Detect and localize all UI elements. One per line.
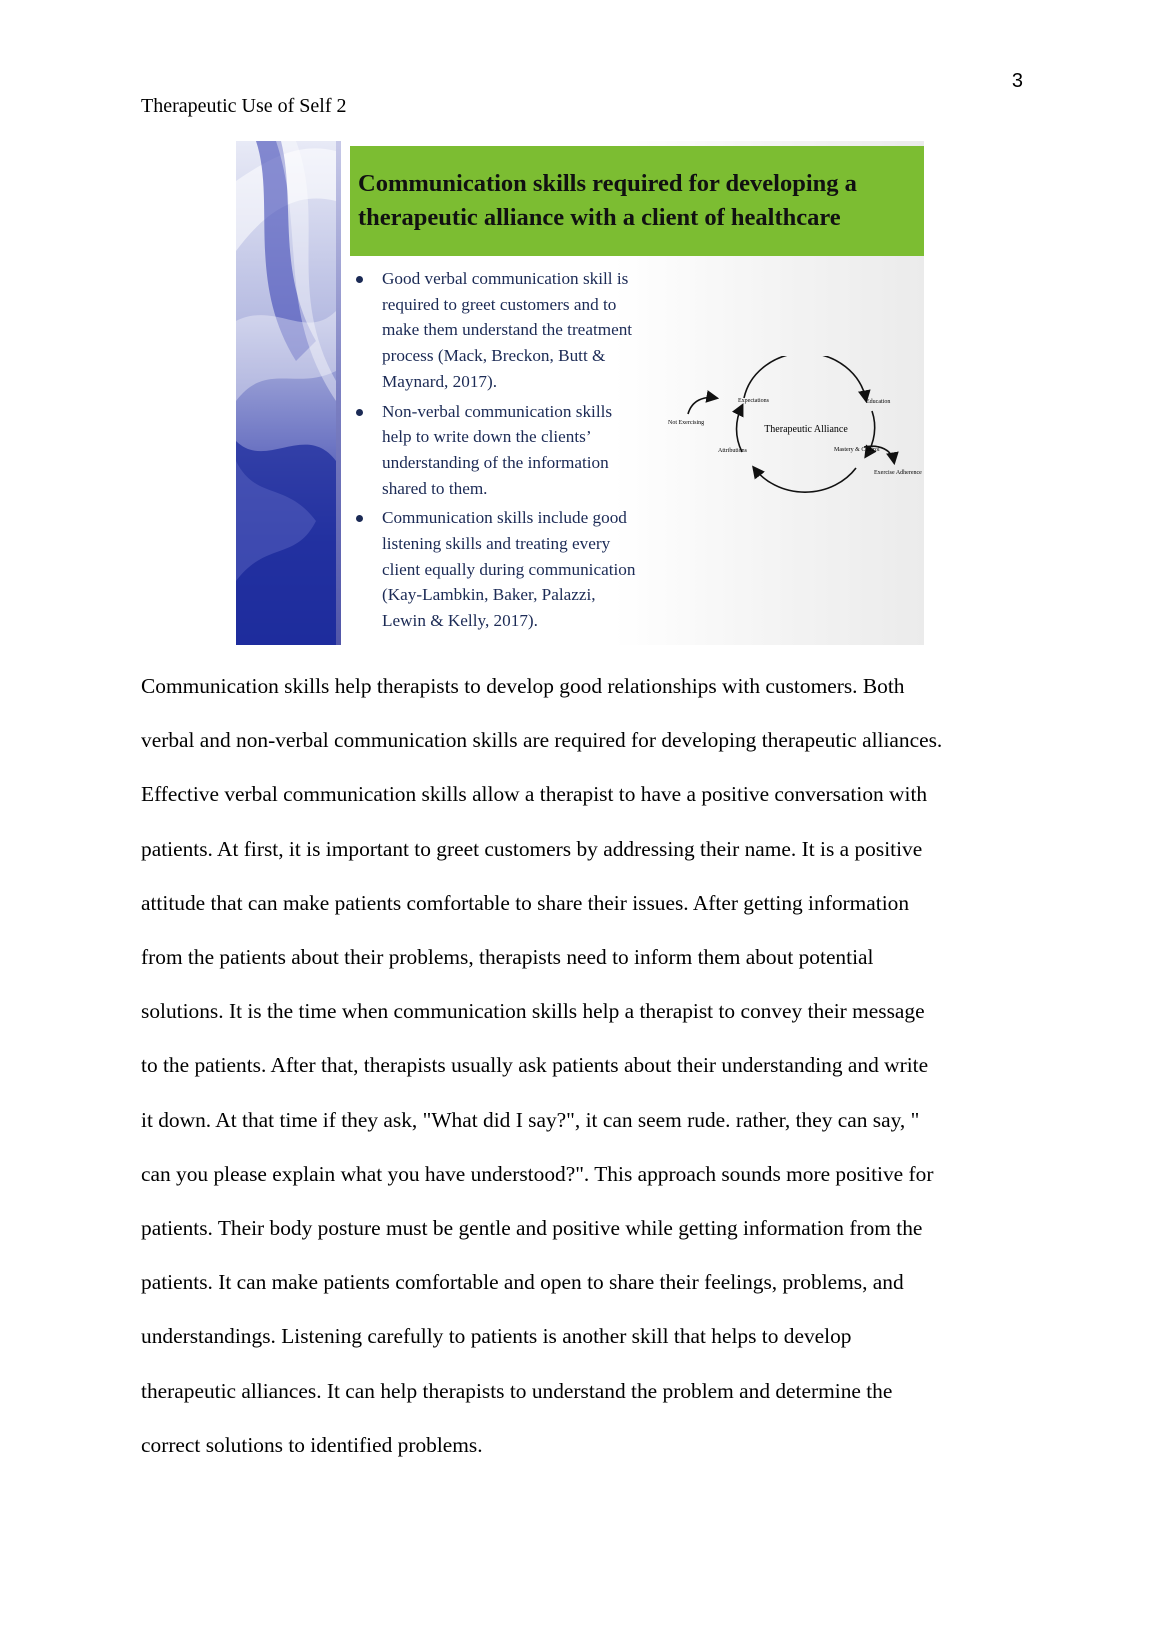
diagram-label-exercise-adherence: Exercise Adherence bbox=[874, 470, 922, 476]
diagram-center-label: Therapeutic Alliance bbox=[764, 424, 848, 435]
diagram-label-mastery-control: Mastery & Control bbox=[834, 447, 880, 453]
running-head: Therapeutic Use of Self 2 bbox=[141, 95, 347, 117]
slide-title bbox=[350, 146, 924, 256]
slide-title-line: therapeutic alliance with a client of healthcare bbox=[358, 204, 841, 231]
body-line: patients. At first, it is important to greet customers by addressing their name. It is a positive bbox=[141, 836, 923, 861]
page-number: 3 bbox=[1011, 70, 1023, 92]
body-line: Communication skills help therapists to develop good relationships with customers. Both bbox=[141, 674, 905, 698]
slide-title-line: Communication skills required for developing a bbox=[358, 170, 857, 197]
body-line: understandings. Listening carefully to patients is another skill that helps to develop bbox=[141, 1324, 852, 1349]
bullet-dot-icon bbox=[356, 276, 363, 283]
bullet-line: process (Mack, Breckon, Butt & bbox=[382, 346, 606, 366]
body-paragraph bbox=[141, 659, 1026, 1472]
slide-bullet-list bbox=[354, 266, 674, 638]
slide-bullet-item bbox=[354, 266, 674, 395]
bullet-line: Communication skills include good bbox=[382, 508, 627, 528]
slide-bullet-item bbox=[354, 399, 674, 502]
body-line: patients. Their body posture must be gentle and positive while getting information from the bbox=[141, 1216, 923, 1241]
bullet-line: Maynard, 2017). bbox=[382, 371, 498, 391]
slide-image bbox=[236, 141, 924, 645]
slide-decorative-art bbox=[236, 141, 336, 645]
diagram-label-attributions: Attributions bbox=[718, 448, 748, 454]
diagram-label-not-exercising: Not Exercising bbox=[668, 420, 705, 426]
diagram-label-expectations: Expectations bbox=[738, 398, 769, 404]
bullet-dot-icon bbox=[356, 409, 363, 416]
cycle-arrow-left bbox=[737, 406, 742, 452]
side-arrow-left bbox=[688, 398, 716, 414]
body-line: attitude that can make patients comfortable to share their issues. After getting information bbox=[141, 890, 910, 915]
body-line: it down. At that time if they ask, "What did I say?", it can seem rude. rather, they can say, " bbox=[141, 1107, 920, 1132]
bullet-line: client equally during communication bbox=[382, 559, 636, 579]
cycle-arrow-top bbox=[744, 356, 866, 400]
bullet-line: understanding of the information bbox=[382, 452, 609, 472]
therapeutic-alliance-diagram bbox=[666, 356, 924, 506]
body-line: patients. It can make patients comfortable and open to share their feelings, problems, and bbox=[141, 1270, 904, 1295]
bullet-line: make them understand the treatment bbox=[382, 320, 633, 340]
bullet-line: Good verbal communication skill is bbox=[382, 269, 629, 288]
bullet-line: (Kay-Lambkin, Baker, Palazzi, bbox=[382, 585, 596, 605]
body-line: verbal and non-verbal communication skills are required for developing therapeutic alliances. bbox=[141, 728, 943, 753]
cycle-arrow-bottom bbox=[754, 468, 856, 492]
body-line: can you please explain what you have understood?". This approach sounds more positive for bbox=[141, 1161, 934, 1186]
bullet-line: required to greet customers and to bbox=[382, 294, 617, 314]
bullet-dot-icon bbox=[356, 515, 363, 522]
diagram-label-education: Education bbox=[866, 399, 891, 405]
body-line: to the patients. After that, therapists usually ask patients about their understanding and write bbox=[141, 1053, 929, 1078]
body-line: Effective verbal communication skills allow a therapist to have a positive conversation with bbox=[141, 782, 928, 807]
body-line: solutions. It is the time when communication skills help a therapist to convey their message bbox=[141, 999, 925, 1024]
bullet-line: listening skills and treating every bbox=[382, 534, 611, 554]
body-line: therapeutic alliances. It can help therapists to understand the problem and determine the bbox=[141, 1378, 893, 1403]
body-line: from the patients about their problems, therapists need to inform them about potential bbox=[141, 945, 874, 970]
bullet-line: Non-verbal communication skills bbox=[382, 401, 613, 421]
slide-divider bbox=[336, 141, 341, 645]
bullet-line: Lewin & Kelly, 2017). bbox=[382, 611, 538, 631]
bullet-line: shared to them. bbox=[382, 478, 488, 498]
body-line: correct solutions to identified problems. bbox=[141, 1432, 483, 1457]
bullet-line: help to write down the clients’ bbox=[382, 427, 592, 447]
slide-bullet-item bbox=[354, 505, 674, 634]
